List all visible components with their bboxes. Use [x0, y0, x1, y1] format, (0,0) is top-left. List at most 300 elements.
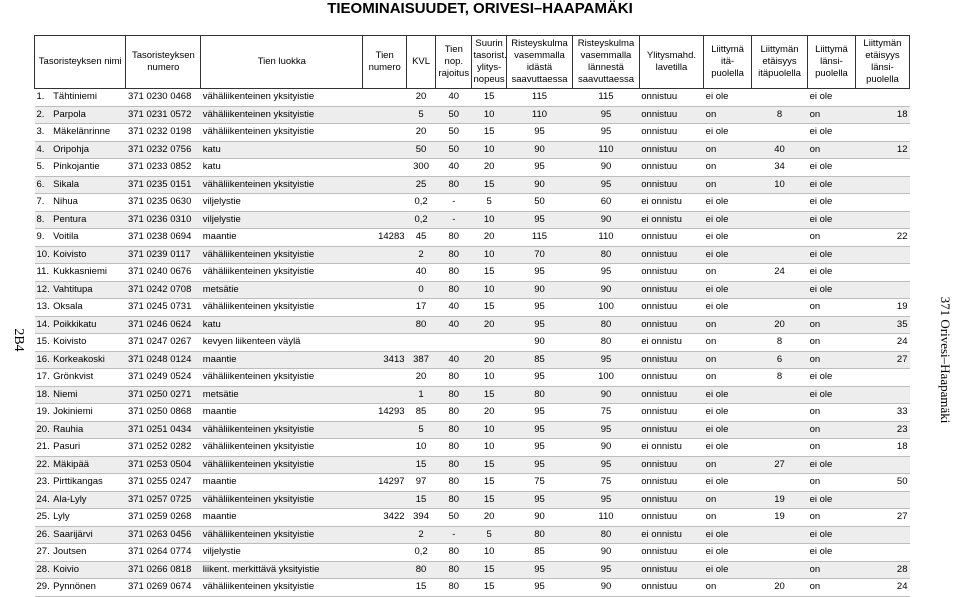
cell-junction-west: on	[808, 299, 856, 317]
cell-angle-east: 95	[506, 369, 573, 387]
cell-road-number	[363, 159, 407, 177]
cell-crossing-name: Kukkasniemi	[51, 264, 126, 282]
cell-crossing-number: 371 0251 0434	[126, 421, 201, 439]
cell-junction-east: on	[704, 106, 752, 124]
cell-crossing-number: 371 0232 0756	[126, 141, 201, 159]
table-row	[35, 579, 910, 597]
cell-crossing-number: 371 0238 0694	[126, 229, 201, 247]
cell-trailer-crossing: onnistuu	[639, 474, 703, 492]
cell-speed-limit: 80	[436, 474, 472, 492]
cell-junction-east-distance: 8	[751, 106, 807, 124]
cell-road-number	[363, 124, 407, 142]
cell-crossing-number: 371 0230 0468	[126, 89, 201, 107]
cell-junction-west-distance: 23	[855, 421, 909, 439]
cell-trailer-crossing: onnistuu	[639, 246, 703, 264]
cell-angle-east: 95	[506, 456, 573, 474]
cell-junction-east-distance: 24	[751, 264, 807, 282]
cell-crossing-number: 371 0263 0456	[126, 526, 201, 544]
cell-speed-limit: 50	[436, 124, 472, 142]
cell-speed-limit: 80	[436, 579, 472, 597]
cell-row-index: 26.	[35, 526, 52, 544]
cell-junction-west: ei ole	[808, 194, 856, 212]
cell-speed-limit: 80	[436, 561, 472, 579]
cell-max-crossing-speed: 15	[472, 176, 506, 194]
col-header-angle-west: Risteyskulma vasemmalla lännestä saavuttaessa	[573, 36, 640, 89]
cell-trailer-crossing: onnistuu	[639, 141, 703, 159]
cell-angle-east: 95	[506, 579, 573, 597]
col-header-trailer-crossing: Ylitysmahd. lavetilla	[639, 36, 703, 89]
cell-junction-west: on	[808, 229, 856, 247]
cell-junction-west: on	[808, 561, 856, 579]
cell-junction-west: ei ole	[808, 369, 856, 387]
cell-junction-east: ei ole	[704, 89, 752, 107]
cell-kvl: 300	[407, 159, 436, 177]
table-row	[35, 509, 910, 527]
cell-road-number: 14293	[363, 404, 407, 422]
cell-speed-limit: 80	[436, 544, 472, 562]
cell-junction-west: ei ole	[808, 386, 856, 404]
cell-angle-east: 95	[506, 421, 573, 439]
cell-junction-east: ei ole	[704, 124, 752, 142]
cell-kvl: 15	[407, 579, 436, 597]
cell-road-class: vähäliikenteinen yksityistie	[201, 106, 363, 124]
cell-row-index: 7.	[35, 194, 52, 212]
cell-crossing-number: 371 0246 0624	[126, 316, 201, 334]
cell-junction-west-distance	[855, 246, 909, 264]
cell-crossing-name: Pinkojantie	[51, 159, 126, 177]
cell-junction-west: ei ole	[808, 124, 856, 142]
cell-trailer-crossing: onnistuu	[639, 264, 703, 282]
cell-angle-west: 80	[573, 334, 640, 352]
cell-trailer-crossing: onnistuu	[639, 176, 703, 194]
cell-speed-limit: -	[436, 211, 472, 229]
cell-speed-limit	[436, 334, 472, 352]
cell-kvl: 20	[407, 369, 436, 387]
table-row	[35, 561, 910, 579]
cell-trailer-crossing: onnistuu	[639, 106, 703, 124]
cell-crossing-name: Mäkelänrinne	[51, 124, 126, 142]
cell-junction-east: on	[704, 509, 752, 527]
cell-angle-east: 95	[506, 404, 573, 422]
table-header	[35, 36, 910, 89]
cell-max-crossing-speed: 10	[472, 141, 506, 159]
cell-junction-east: ei ole	[704, 281, 752, 299]
cell-speed-limit: 40	[436, 351, 472, 369]
cell-crossing-name: Jokiniemi	[51, 404, 126, 422]
cell-crossing-number: 371 0249 0524	[126, 369, 201, 387]
cell-angle-west: 90	[573, 439, 640, 457]
cell-road-class: maantie	[201, 404, 363, 422]
cell-junction-east-distance: 8	[751, 369, 807, 387]
cell-max-crossing-speed: 15	[472, 561, 506, 579]
cell-speed-limit: 80	[436, 491, 472, 509]
cell-kvl: 0,2	[407, 194, 436, 212]
cell-junction-west-distance	[855, 491, 909, 509]
cell-row-index: 10.	[35, 246, 52, 264]
cell-kvl: 45	[407, 229, 436, 247]
cell-crossing-number: 371 0247 0267	[126, 334, 201, 352]
cell-junction-east: ei ole	[704, 404, 752, 422]
cell-row-index: 20.	[35, 421, 52, 439]
cell-max-crossing-speed: 20	[472, 229, 506, 247]
cell-crossing-number: 371 0233 0852	[126, 159, 201, 177]
cell-crossing-name: Koivio	[51, 561, 126, 579]
cell-road-number	[363, 421, 407, 439]
cell-angle-west: 90	[573, 544, 640, 562]
table-body	[35, 89, 910, 597]
cell-speed-limit: 40	[436, 89, 472, 107]
cell-crossing-number: 371 0245 0731	[126, 299, 201, 317]
cell-junction-east-distance: 20	[751, 316, 807, 334]
cell-kvl: 80	[407, 316, 436, 334]
col-header-number: Tasoristeyksen numero	[126, 36, 201, 89]
cell-row-index: 18.	[35, 386, 52, 404]
cell-kvl: 5	[407, 106, 436, 124]
cell-junction-east-distance	[751, 474, 807, 492]
cell-junction-west: ei ole	[808, 211, 856, 229]
cell-max-crossing-speed: 15	[472, 456, 506, 474]
cell-angle-west: 95	[573, 561, 640, 579]
cell-junction-east: ei ole	[704, 194, 752, 212]
cell-crossing-name: Niemi	[51, 386, 126, 404]
cell-crossing-number: 371 0236 0310	[126, 211, 201, 229]
cell-speed-limit: 40	[436, 316, 472, 334]
cell-junction-east-distance	[751, 439, 807, 457]
cell-kvl: 387	[407, 351, 436, 369]
table-row	[35, 491, 910, 509]
cell-road-class: viljelystie	[201, 544, 363, 562]
cell-road-class: maantie	[201, 229, 363, 247]
cell-road-number	[363, 544, 407, 562]
cell-speed-limit: 80	[436, 439, 472, 457]
cell-max-crossing-speed	[472, 334, 506, 352]
cell-angle-west: 90	[573, 211, 640, 229]
cell-max-crossing-speed: 10	[472, 246, 506, 264]
cell-max-crossing-speed: 15	[472, 386, 506, 404]
right-margin-text: 371 Orivesi–Haapamäki	[938, 296, 953, 424]
cell-junction-west: on	[808, 404, 856, 422]
cell-speed-limit: 80	[436, 229, 472, 247]
cell-road-number: 3422	[363, 509, 407, 527]
cell-junction-east: on	[704, 176, 752, 194]
cell-junction-east-distance	[751, 124, 807, 142]
cell-row-index: 5.	[35, 159, 52, 177]
cell-crossing-number: 371 0242 0708	[126, 281, 201, 299]
cell-junction-east-distance: 40	[751, 141, 807, 159]
cell-speed-limit: 80	[436, 404, 472, 422]
cell-row-index: 28.	[35, 561, 52, 579]
cell-angle-west: 80	[573, 246, 640, 264]
cell-kvl: 15	[407, 456, 436, 474]
cell-junction-west-distance: 12	[855, 141, 909, 159]
cell-junction-east: ei ole	[704, 386, 752, 404]
table-row	[35, 316, 910, 334]
cell-trailer-crossing: ei onnistu	[639, 211, 703, 229]
cell-trailer-crossing: onnistuu	[639, 386, 703, 404]
cell-junction-west: on	[808, 509, 856, 527]
cell-trailer-crossing: onnistuu	[639, 89, 703, 107]
col-header-road-class: Tien luokka	[201, 36, 363, 89]
cell-angle-east: 95	[506, 124, 573, 142]
cell-max-crossing-speed: 15	[472, 264, 506, 282]
cell-junction-west-distance: 27	[855, 351, 909, 369]
cell-junction-west: ei ole	[808, 544, 856, 562]
cell-road-number	[363, 106, 407, 124]
cell-road-number	[363, 369, 407, 387]
table-row	[35, 369, 910, 387]
cell-trailer-crossing: onnistuu	[639, 316, 703, 334]
cell-junction-east: on	[704, 369, 752, 387]
cell-angle-west: 110	[573, 509, 640, 527]
cell-road-number	[363, 561, 407, 579]
cell-angle-east: 90	[506, 176, 573, 194]
cell-junction-east: on	[704, 316, 752, 334]
table-row	[35, 106, 910, 124]
cell-junction-west-distance	[855, 124, 909, 142]
cell-crossing-number: 371 0257 0725	[126, 491, 201, 509]
cell-angle-west: 95	[573, 124, 640, 142]
cell-crossing-name: Tähtiniemi	[51, 89, 126, 107]
cell-speed-limit: 80	[436, 246, 472, 264]
table-row	[35, 176, 910, 194]
cell-trailer-crossing: onnistuu	[639, 229, 703, 247]
cell-kvl: 0,2	[407, 211, 436, 229]
cell-trailer-crossing: onnistuu	[639, 491, 703, 509]
cell-junction-east-distance	[751, 299, 807, 317]
cell-crossing-name: Voitila	[51, 229, 126, 247]
col-header-junction-east-distance: Liittymän etäisyys itäpuolella	[751, 36, 807, 89]
table-row	[35, 439, 910, 457]
cell-junction-east: on	[704, 264, 752, 282]
cell-kvl	[407, 334, 436, 352]
cell-road-number	[363, 334, 407, 352]
left-margin-text: 2B4	[11, 328, 26, 352]
cell-angle-east: 90	[506, 281, 573, 299]
cell-crossing-number: 371 0252 0282	[126, 439, 201, 457]
cell-junction-west-distance	[855, 176, 909, 194]
cell-trailer-crossing: onnistuu	[639, 369, 703, 387]
cell-junction-west-distance	[855, 386, 909, 404]
cell-trailer-crossing: ei onnistu	[639, 439, 703, 457]
cell-crossing-name: Poikkikatu	[51, 316, 126, 334]
cell-road-number: 14283	[363, 229, 407, 247]
cell-row-index: 12.	[35, 281, 52, 299]
cell-road-number	[363, 246, 407, 264]
cell-row-index: 23.	[35, 474, 52, 492]
cell-angle-west: 60	[573, 194, 640, 212]
cell-road-number	[363, 211, 407, 229]
cell-road-number	[363, 491, 407, 509]
cell-angle-east: 90	[506, 334, 573, 352]
cell-junction-east: ei ole	[704, 474, 752, 492]
cell-angle-west: 115	[573, 89, 640, 107]
cell-kvl: 1	[407, 386, 436, 404]
table-row	[35, 194, 910, 212]
table-row	[35, 351, 910, 369]
table-row	[35, 474, 910, 492]
cell-kvl: 5	[407, 421, 436, 439]
cell-row-index: 9.	[35, 229, 52, 247]
cell-crossing-number: 371 0269 0674	[126, 579, 201, 597]
cell-angle-east: 85	[506, 351, 573, 369]
cell-junction-west: ei ole	[808, 264, 856, 282]
cell-kvl: 40	[407, 264, 436, 282]
cell-crossing-number: 371 0239 0117	[126, 246, 201, 264]
cell-speed-limit: 50	[436, 141, 472, 159]
cell-junction-west-distance: 18	[855, 106, 909, 124]
cell-trailer-crossing: onnistuu	[639, 544, 703, 562]
col-header-kvl: KVL	[407, 36, 436, 89]
cell-crossing-number: 371 0264 0774	[126, 544, 201, 562]
cell-angle-west: 90	[573, 159, 640, 177]
cell-junction-west-distance	[855, 456, 909, 474]
cell-road-class: vähäliikenteinen yksityistie	[201, 491, 363, 509]
cell-max-crossing-speed: 20	[472, 159, 506, 177]
cell-angle-east: 90	[506, 141, 573, 159]
cell-road-class: vähäliikenteinen yksityistie	[201, 439, 363, 457]
cell-speed-limit: -	[436, 194, 472, 212]
cell-junction-west: on	[808, 421, 856, 439]
cell-junction-east-distance	[751, 89, 807, 107]
cell-junction-west: ei ole	[808, 176, 856, 194]
cell-road-class: liikent. merkittävä yksityistie	[201, 561, 363, 579]
cell-junction-west: ei ole	[808, 246, 856, 264]
cell-junction-east-distance	[751, 404, 807, 422]
level-crossing-table	[34, 35, 910, 597]
cell-road-number	[363, 456, 407, 474]
cell-crossing-number: 371 0231 0572	[126, 106, 201, 124]
cell-road-class: metsätie	[201, 281, 363, 299]
cell-row-index: 19.	[35, 404, 52, 422]
cell-junction-west: ei ole	[808, 89, 856, 107]
cell-junction-west: ei ole	[808, 491, 856, 509]
cell-trailer-crossing: ei onnistu	[639, 526, 703, 544]
cell-road-class: vähäliikenteinen yksityistie	[201, 526, 363, 544]
cell-junction-west-distance: 24	[855, 579, 909, 597]
cell-road-number	[363, 194, 407, 212]
cell-junction-west: ei ole	[808, 456, 856, 474]
cell-row-index: 4.	[35, 141, 52, 159]
cell-max-crossing-speed: 15	[472, 89, 506, 107]
table-row	[35, 334, 910, 352]
cell-junction-west-distance: 19	[855, 299, 909, 317]
cell-junction-west: ei ole	[808, 526, 856, 544]
cell-crossing-name: Koivisto	[51, 246, 126, 264]
cell-junction-east-distance	[751, 229, 807, 247]
cell-junction-east-distance	[751, 386, 807, 404]
cell-max-crossing-speed: 15	[472, 124, 506, 142]
cell-trailer-crossing: onnistuu	[639, 421, 703, 439]
cell-speed-limit: -	[436, 526, 472, 544]
cell-kvl: 2	[407, 526, 436, 544]
cell-road-class: vähäliikenteinen yksityistie	[201, 456, 363, 474]
table-row	[35, 159, 910, 177]
cell-row-index: 21.	[35, 439, 52, 457]
cell-max-crossing-speed: 20	[472, 316, 506, 334]
cell-road-number	[363, 281, 407, 299]
cell-road-number	[363, 579, 407, 597]
cell-junction-west-distance: 27	[855, 509, 909, 527]
cell-angle-east: 95	[506, 299, 573, 317]
cell-road-number	[363, 386, 407, 404]
cell-junction-west: on	[808, 474, 856, 492]
cell-road-number: 3413	[363, 351, 407, 369]
cell-crossing-name: Sikala	[51, 176, 126, 194]
cell-angle-east: 95	[506, 491, 573, 509]
col-header-name: Tasoristeyksen nimi	[35, 36, 126, 89]
cell-kvl: 0	[407, 281, 436, 299]
cell-junction-east-distance	[751, 281, 807, 299]
cell-junction-west: on	[808, 141, 856, 159]
cell-road-number	[363, 141, 407, 159]
cell-angle-east: 115	[506, 229, 573, 247]
header-row	[35, 36, 910, 89]
cell-road-class: viljelystie	[201, 211, 363, 229]
cell-junction-west-distance	[855, 89, 909, 107]
cell-crossing-name: Vahtitupa	[51, 281, 126, 299]
cell-road-class: maantie	[201, 351, 363, 369]
cell-angle-west: 95	[573, 351, 640, 369]
cell-junction-east: ei ole	[704, 561, 752, 579]
cell-junction-east-distance	[751, 246, 807, 264]
cell-junction-west: on	[808, 579, 856, 597]
cell-row-index: 3.	[35, 124, 52, 142]
cell-road-class: vähäliikenteinen yksityistie	[201, 579, 363, 597]
cell-junction-east: ei ole	[704, 439, 752, 457]
cell-max-crossing-speed: 5	[472, 526, 506, 544]
cell-angle-west: 90	[573, 281, 640, 299]
cell-junction-east-distance: 34	[751, 159, 807, 177]
left-margin-label	[6, 300, 30, 380]
cell-kvl: 25	[407, 176, 436, 194]
cell-crossing-number: 371 0235 0151	[126, 176, 201, 194]
cell-crossing-name: Saarijärvi	[51, 526, 126, 544]
cell-angle-west: 95	[573, 456, 640, 474]
cell-road-class: maantie	[201, 474, 363, 492]
table-row	[35, 89, 910, 107]
cell-kvl: 50	[407, 141, 436, 159]
cell-row-index: 27.	[35, 544, 52, 562]
cell-kvl: 20	[407, 89, 436, 107]
cell-crossing-name: Grönkvist	[51, 369, 126, 387]
cell-crossing-number: 371 0253 0504	[126, 456, 201, 474]
cell-trailer-crossing: onnistuu	[639, 456, 703, 474]
cell-row-index: 14.	[35, 316, 52, 334]
col-header-road-number: Tien numero	[363, 36, 407, 89]
cell-junction-west-distance: 22	[855, 229, 909, 247]
cell-junction-east: on	[704, 159, 752, 177]
cell-angle-west: 90	[573, 579, 640, 597]
col-header-angle-east: Risteyskulma vasemmalla idästä saavuttaessa	[506, 36, 573, 89]
cell-speed-limit: 80	[436, 264, 472, 282]
cell-crossing-name: Nihua	[51, 194, 126, 212]
cell-junction-east-distance: 20	[751, 579, 807, 597]
cell-road-class: katu	[201, 159, 363, 177]
cell-crossing-name: Pirttikangas	[51, 474, 126, 492]
cell-crossing-name: Joutsen	[51, 544, 126, 562]
table-row	[35, 299, 910, 317]
cell-angle-west: 95	[573, 106, 640, 124]
cell-trailer-crossing: ei onnistu	[639, 334, 703, 352]
cell-speed-limit: 40	[436, 159, 472, 177]
col-header-speed-limit: Tien nop. rajoitus	[436, 36, 472, 89]
cell-junction-west-distance	[855, 264, 909, 282]
cell-angle-east: 90	[506, 509, 573, 527]
cell-junction-east-distance	[751, 421, 807, 439]
cell-junction-east: on	[704, 491, 752, 509]
cell-speed-limit: 50	[436, 509, 472, 527]
cell-road-class: vähäliikenteinen yksityistie	[201, 299, 363, 317]
